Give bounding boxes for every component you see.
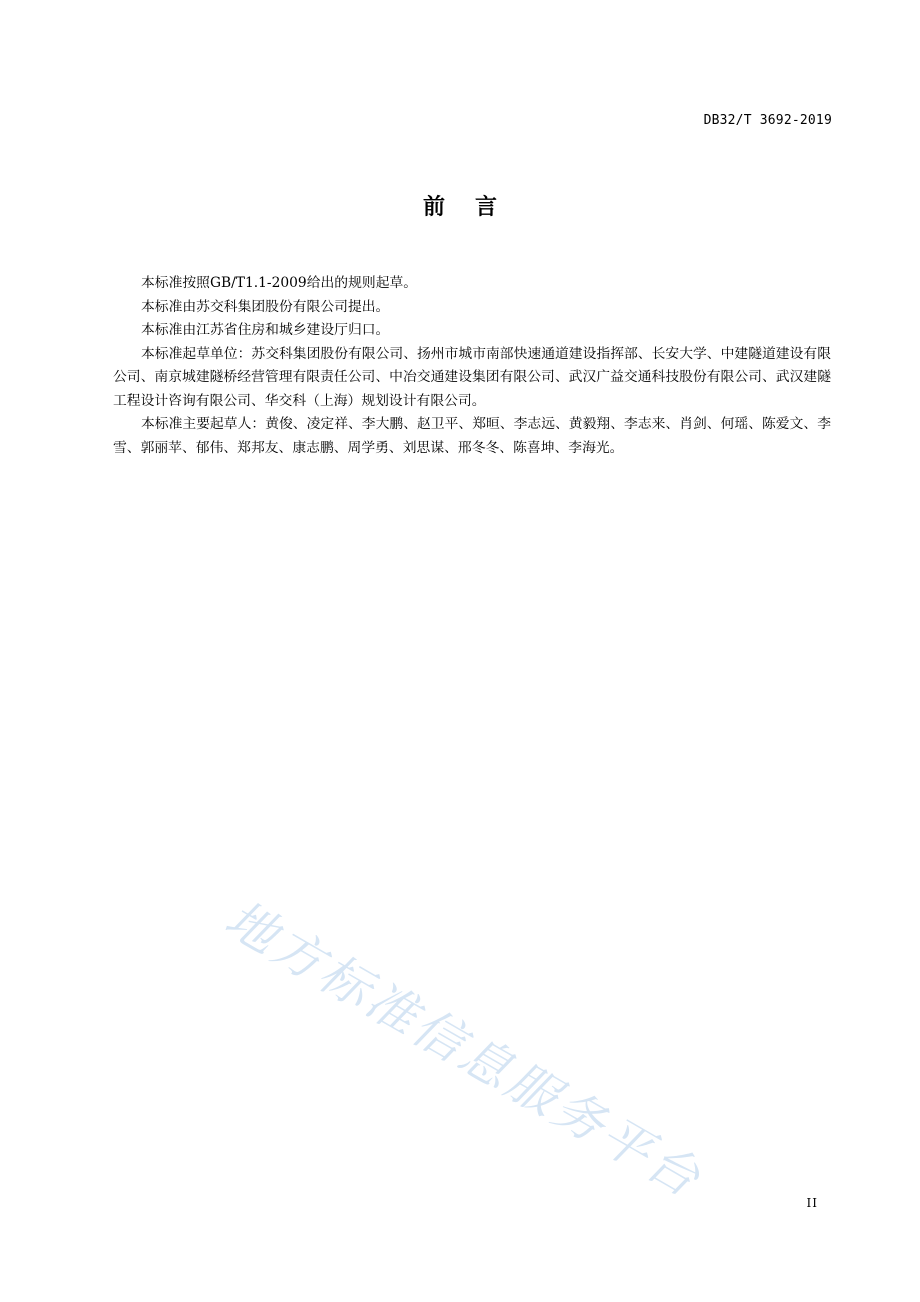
paragraph-drafting-rules: 本标准按照GB/T1.1-2009给出的规则起草。 [141,275,418,291]
page-number: II [806,1196,818,1210]
paragraph-administrator: 本标准由江苏省住房和城乡建设厅归口。 [141,322,390,338]
page-title: 前言 [422,195,527,220]
paragraph-drafters: 本标准主要起草人：黄俊、凌定祥、李大鹏、赵卫平、郑晅、李志远、黄毅翔、李志来、肖剑、何瑶、陈爱文、李雪、郭丽苹、郁伟、郑邦友、康志鹏、周学勇、刘思谋、邢冬冬、陈喜坤、李海光。 [113,416,831,456]
document-body [113,272,831,460]
paragraph-drafting-units: 本标准起草单位：苏交科集团股份有限公司、扬州市城市南部快速通道建设指挥部、长安大学、中建隧道建设有限公司、南京城建隧桥经营管理有限责任公司、中冶交通建设集团有限公司、武汉广益交通科技股份有限公司、武汉建隧工程设计咨询有限公司、华交科（上海）规划设计有限公司。 [113,345,831,409]
document-code: DB32/T 3692-2019 [703,113,832,128]
watermark: 地方标准信息服务平台 [215,889,713,1210]
paragraph-proposer: 本标准由苏交科集团股份有限公司提出。 [141,298,390,315]
